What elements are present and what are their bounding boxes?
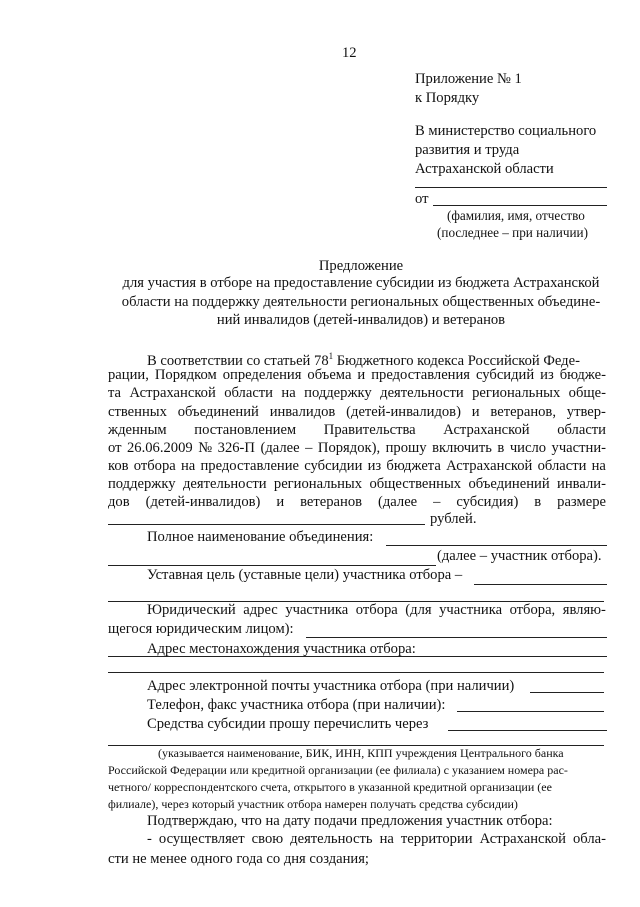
paragraph-1-line-8 [108,475,606,494]
word: (для [405,602,432,618]
goal-blank-line [474,584,607,585]
word: отбора, [509,602,556,618]
word: дов [108,494,130,510]
word: Порядок), [317,440,381,456]
location-blank-line [427,656,607,657]
word: объема [307,367,352,383]
word: та [108,385,122,401]
word: и [276,494,285,510]
appendix-label: Приложение № 1 [415,71,522,87]
bank-note-line-2: Российской Федерации или кредитной организации (ее филиала) с указанием номера рас- [108,763,568,777]
legal-address-blank-line [306,637,607,638]
word: отбора [133,458,176,474]
subtitle-line-3: ний инвалидов (детей-инвалидов) и ветеранов [216,312,506,328]
word: определения [222,367,302,383]
word: утвер- [566,404,606,420]
transfer-blank-line [448,730,607,731]
word: (далее [260,440,300,456]
word: № [198,440,213,456]
from-label: от [415,191,429,207]
word: обла- [572,831,606,847]
word: инвали- [557,476,606,492]
confirmation-bullet-line-1 [147,830,606,849]
page-number: 12 [342,45,357,61]
word: Астраханской [446,458,533,474]
word: участни- [551,440,606,456]
paragraph-1-line-7 [108,457,606,476]
word: в [534,494,542,510]
amount-blank-line [108,524,425,525]
word: – [433,494,441,510]
word: на [281,385,296,401]
subtitle-line-1: для участия в отборе на предоставление субсидии из бюджета Астраханской [122,275,600,291]
paragraph-1-line-2 [108,366,606,385]
word: Астраханской [443,422,530,438]
word: Астраханской [129,385,216,401]
word: – [305,440,313,456]
confirmation-text: Подтверждаю, что на дату подачи предложения участник отбора: [147,813,553,829]
ministry-line-1: В министерство социального [415,123,597,139]
word: жденным [108,422,167,438]
document-title: Предложение [318,258,404,274]
paragraph-1-line-9 [108,493,606,512]
word: рации, [108,367,149,383]
word: ков [108,458,129,474]
word: являю- [562,602,606,618]
word: деятельность [290,831,373,847]
word: (детей-инвалидов) [346,404,461,420]
bank-note-line-1: (указывается наименование, БИК, ИНН, КПП учреждения Центрального банка [158,746,564,760]
word: объединений [468,476,550,492]
word: обще- [568,385,606,401]
word: Астраханской [479,831,566,847]
word: ветеранов [300,494,363,510]
word: участника [285,602,349,618]
word: области [537,458,587,474]
subtitle-line-2: области на поддержку деятельности региональных общественных объедине- [121,294,601,310]
phone-blank-line [457,711,604,712]
word: свою [251,831,284,847]
word: на [591,458,606,474]
location-blank-line-2 [108,672,604,673]
bank-note-line-3: четного/ корреспондентского счета, открытого в указанной кредитной организации (ее [108,780,552,794]
word: прошу [385,440,427,456]
word: области [224,385,273,401]
order-reference: к Порядку [415,90,480,106]
email-label: Адрес электронной почты участника отбора (при наличии) [147,678,515,694]
word: Правительства [323,422,416,438]
word: субсидии [304,458,363,474]
word: бюджета [386,458,441,474]
word: региональных [273,476,363,492]
word: поддержку [108,476,176,492]
word: деятельности [380,385,464,401]
word: предоставления [371,367,471,383]
word: Юридический [147,602,236,618]
word: бюдже- [559,367,606,383]
fio-hint-1: (фамилия, имя, отчество [447,208,585,223]
confirmation-bullet-line-2: сти не менее одного года со дня создания; [108,851,369,867]
location-label: Адрес местонахождения участника отбора: [147,641,416,657]
word: деятельности [182,476,267,492]
word: и [471,404,480,420]
word: инвалидов [269,404,336,420]
email-blank-line [530,692,604,693]
word: субсидий [476,367,535,383]
word: - [147,831,152,847]
paragraph-1-line-5 [108,421,606,440]
word: области [557,422,606,438]
word: участника [439,602,503,618]
word: постановлением [194,422,297,438]
legal-address-line-1 [147,601,606,620]
word: осуществляет [158,831,245,847]
ministry-line-3: Астраханской области [415,161,554,177]
word: и [357,367,366,383]
word: Порядком [154,367,217,383]
word: 326-П [217,440,255,456]
word: размере [557,494,606,510]
word: (детей-инвалидов) [145,494,261,510]
word: ственных [108,404,167,420]
word: на [180,458,196,474]
bank-note-line-4: филиале), через который участник отбора намерен получать средства субсидии) [108,797,518,811]
word: предоставление [200,458,300,474]
full-name-label: Полное наименование объединения: [147,529,374,545]
word: из [367,458,382,474]
word: поддержку [304,385,372,401]
paragraph-1-line-6 [108,439,606,458]
word: ветеранов, [490,404,556,420]
paragraph-1-line-4 [108,403,606,422]
ministry-line-2: развития и труда [415,142,520,158]
blank-line [415,187,607,188]
goal-label: Уставная цель (уставные цели) участника отбора – [147,567,463,583]
paragraph-1-line-1: В соответствии со статьей $78^1$ Бюджетного кодекса Российской Феде- [147,351,580,369]
word: на [379,831,394,847]
from-blank-line [433,205,607,206]
word: включить [432,440,492,456]
word: общественных [369,476,462,492]
word: в [497,440,505,456]
word: адрес [243,602,278,618]
word: из [540,367,554,383]
word: отбора [355,602,398,618]
word: территории [400,831,473,847]
word: 26.06.2009 [127,440,193,456]
participant-label: (далее – участник отбора). [437,548,602,564]
legal-address-line-2: щегося юридическим лицом): [108,621,294,637]
word: региональных [472,385,561,401]
word: объединений [177,404,259,420]
word: (далее [378,494,418,510]
rubles-label: рублей. [430,511,477,527]
word: от [108,440,122,456]
word: субсидия) [456,494,519,510]
paragraph-1-line-3 [108,384,606,403]
transfer-label: Средства субсидии прошу перечислить через [147,716,429,732]
phone-label: Телефон, факс участника отбора (при наличии): [147,697,446,713]
word: число [509,440,547,456]
full-name-blank-line [386,545,607,546]
fio-hint-2: (последнее – при наличии) [437,225,588,240]
